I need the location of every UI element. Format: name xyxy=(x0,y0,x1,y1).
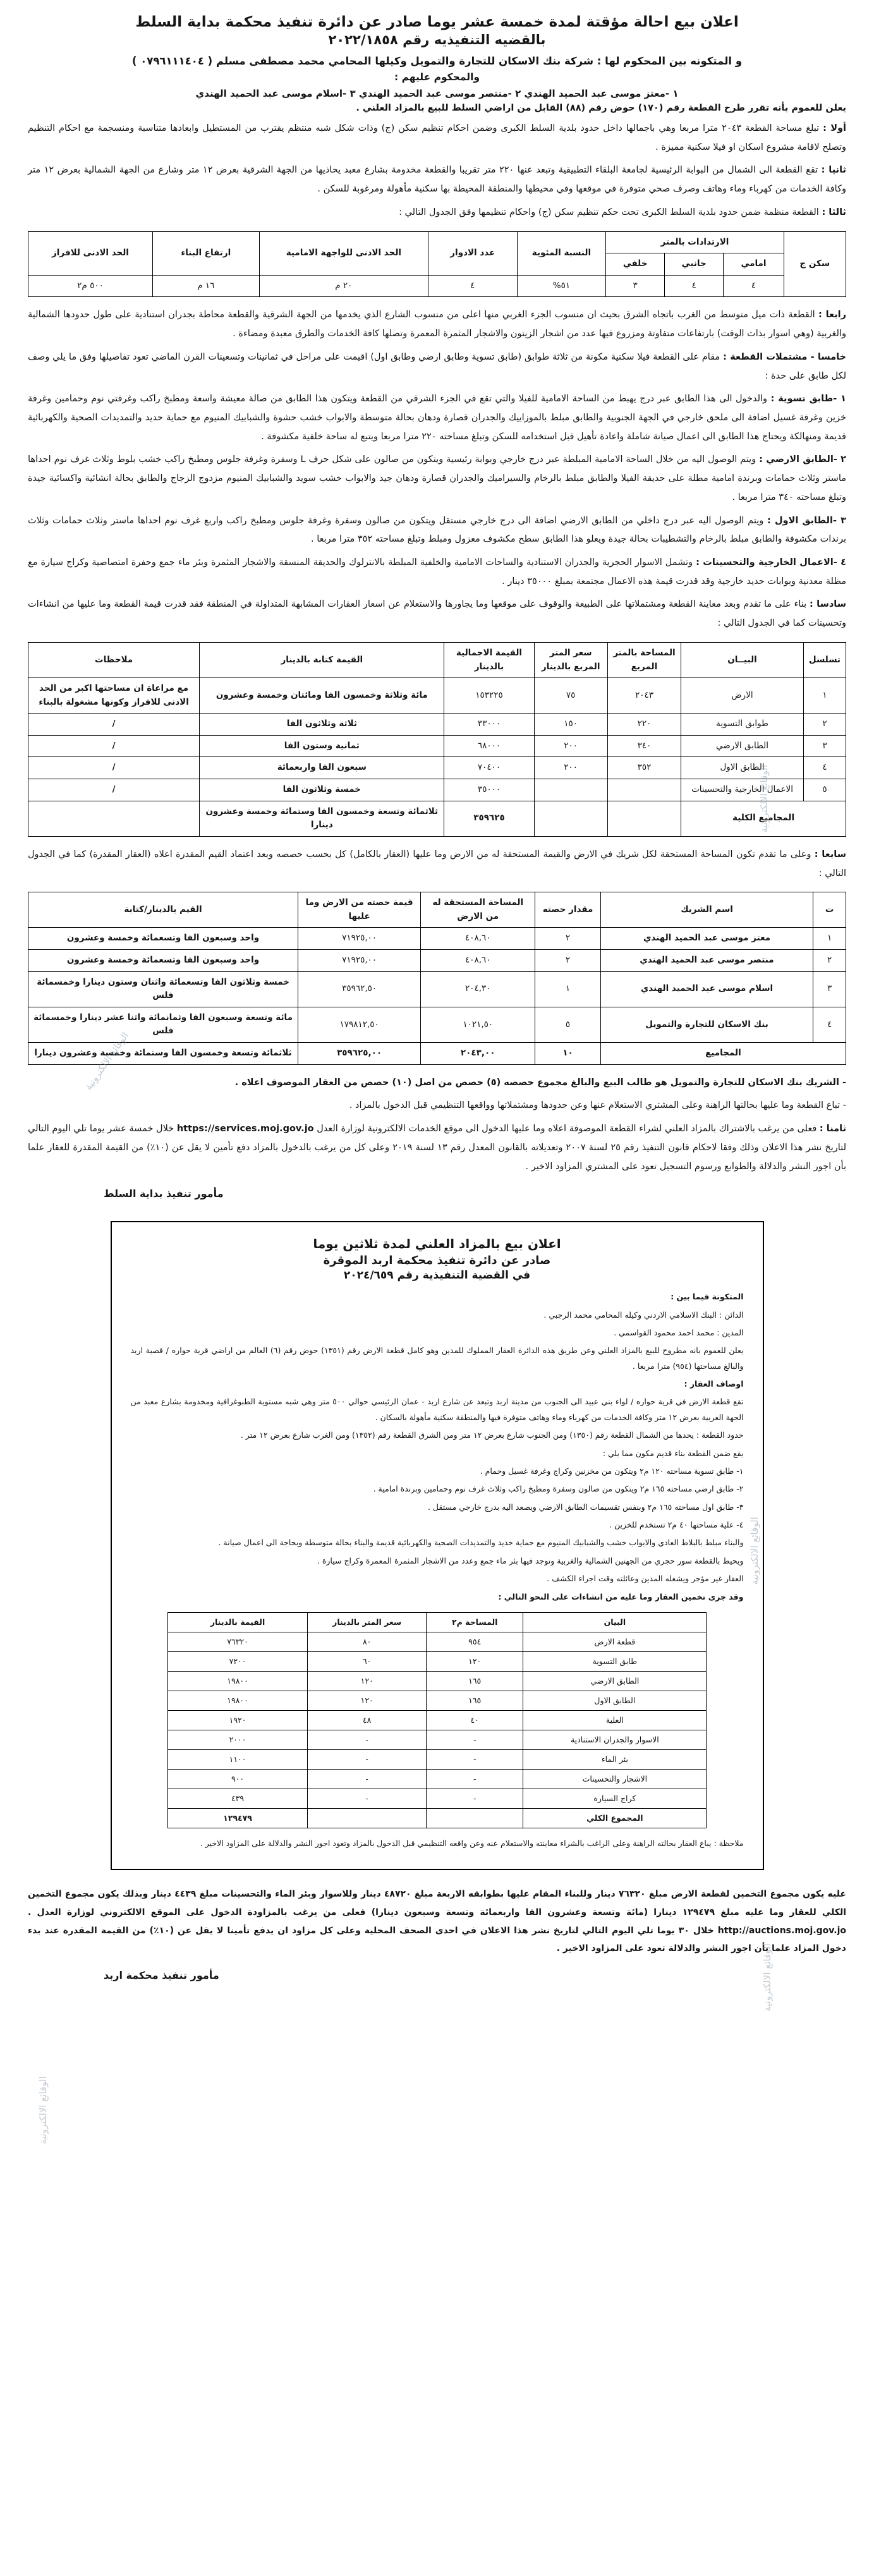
table-row xyxy=(28,275,846,297)
cell: ١٦ م xyxy=(152,275,259,297)
announcement-line: يعلن للعموم بانه مطروح للبيع بالمزاد العلني وعن طريق هذه الدائرة العقار المملوك للمدين وهو كامل قطعة الارض رقم (١٣٥١) حوض رقم (٦) العالم من اراضي قرية حواره / قصبة اربد والبالغ مساحتها (٩٥٤) مترا مربعا . xyxy=(130,1346,744,1371)
debtor-line: المدين : محمد احمد محمود القواسمي . xyxy=(614,1327,744,1337)
cell: ٤ xyxy=(813,1007,846,1042)
table-row xyxy=(28,757,846,779)
table-total-row xyxy=(167,1808,707,1828)
table-header-row xyxy=(28,642,846,677)
amount-in-words-cell: سبعون الفا واربعمائة xyxy=(200,757,444,779)
col-header: المساحة المستحقة له من الارض xyxy=(421,892,535,928)
table-header-row xyxy=(167,1612,707,1632)
amount-in-words-cell: واحد وسبعون الفا وتسعمائة وخمسة وعشرون xyxy=(28,950,298,972)
partner-name-cell: منتصر موسى عبد الحميد الهندي xyxy=(600,950,813,972)
cell xyxy=(308,1808,427,1828)
col-header: قيمة حصته من الارض وما عليها xyxy=(298,892,421,928)
valuation-intro: وقد جرى تخمين العقار وما عليه من انشاءات على النحو التالي : xyxy=(498,1591,744,1601)
footer-terms xyxy=(28,1885,846,1958)
cell: ٣٥٩٦٢,٥٠ xyxy=(298,971,421,1007)
cell: ٧٠٤٠٠ xyxy=(444,757,534,779)
cell: - xyxy=(308,1789,427,1808)
cell: ١٦٥ xyxy=(426,1671,523,1691)
col-header: عدد الادوار xyxy=(428,231,517,275)
cell: ٤ xyxy=(428,275,517,297)
watermark: الوقائع الالكترونية xyxy=(762,1943,774,2012)
cell: - xyxy=(308,1769,427,1789)
item-text: والدخول الى هذا الطابق عبر درج يهبط من الساحة الامامية للفيلا والتي تقع في الجزء الشرقي من القطعة ويتكون هذا الطابق من صالة معيشة واسعة ومطبخ راكب وغرفتي نوم وحمامين وغرفة خزين وغرفة غسيل اضافة الى ملحق خارجي في الجهة الجنوبية والطابق مبلط بالموزاييك والجدران قصارة ودهان بحالة متوسطة والابواب خشب حشوة والشبابيك المنيوم مع حماية حديد والتمديدات الصحية والكهربائية قديمة ومنهالكة ويحتاج هذا الطابق الى اعمال صيانة شاملة واعادة تأهيل قبل استخدامه للسكن وتبلغ مساحته ٢٢٠ مترا مربعا ويتبع له ساحة خلفية مكشوفة . xyxy=(28,394,846,442)
col-header: الحد الادنى للافراز xyxy=(28,231,153,275)
description-line: العقار غير مؤجر ويشغله المدين وعائلته وقت اجراء الكشف . xyxy=(547,1574,744,1584)
defendants-heading: والمحكوم عليهم : xyxy=(394,71,480,83)
zoning-regulations-table xyxy=(28,231,846,298)
item-text: ويتم الوصول اليه من خلال الساحة الامامية المبلطة عبر درج خارجي وبوابة رئيسية ويتكون من صالون على شكل حرف L وسفرة وغرفة جلوس ومطبخ راكب خشب بلوط وثلاث غرف نوم احداها ماستر وثلاث حمامات وبرندة امامية مطلة على حديقة الفيلا والطابق مبلط بالرخام والسيراميك والجدران قصارة ودهان جيد والابواب خشب سويد والشبابيك المنيوم مزدوج الزجاج والطابق بحالة انشائية واكسائية جيدة وتبلغ مساحته ٣٤٠ مترا مربعا . xyxy=(28,454,846,502)
cell: ٤ xyxy=(664,275,723,297)
cell: بئر الماء xyxy=(523,1749,707,1769)
item-label: ٢ -الطابق الارضي : xyxy=(759,454,846,465)
auction-notice-salt xyxy=(28,14,846,1200)
cell: ٤ xyxy=(803,757,846,779)
table-row xyxy=(28,928,846,950)
table-row xyxy=(28,714,846,736)
cell: ١ xyxy=(803,678,846,714)
paragraph-text: القطعة ذات ميل متوسط من الغرب باتجاه الشرق بحيث ان منسوب الجزء الغربي منها اعلى من منسوب الشارع الذي يخدمها من الجهة الشرقية والقطعة محاطة بجدران استنادية على طول حدودها الشمالية والغربية (وهي اسوار بذات الوقت) بارتفاعات متفاوتة ومزروع فيها عدد من اشجار الزيتون والاشجار المثمرة المعمرة وتصلها كافة الخدمات والطرق معبدة ومضاءة . xyxy=(28,310,846,339)
cell xyxy=(534,801,607,836)
cell: ٢٠٠٠ xyxy=(167,1730,308,1749)
description-line: ١- طابق تسوية مساحته ١٢٠ م٢ ويتكون من مخزنين وكراج وغرفة غسيل وحمام . xyxy=(480,1466,744,1476)
total-label-cell: المجاميع xyxy=(600,1043,846,1065)
cell: طابق التسوية xyxy=(523,1651,707,1671)
notes-cell: / xyxy=(28,714,200,736)
cell xyxy=(28,801,200,836)
cell: الطابق الاول xyxy=(523,1691,707,1710)
total-label-cell: المجموع الكلي xyxy=(523,1808,707,1828)
item-text: وتشمل الاسوار الحجرية والجدران الاستنادية والساحات الامامية والخلفية المبلطة بالانترلوك والحديقة المنسقة والاشجار المثمرة وبئر ماء جمع وحفرة امتصاصية وكراج سيارة مع مظلة معدنية وبوابات حديد خارجية وقد قدرت قيمة هذه الاعمال مجتمعة بمبلغ ٣٥٠٠٠ دينار . xyxy=(28,557,846,586)
cell: ٦٠ xyxy=(308,1651,427,1671)
col-header: ارتفاع البناء xyxy=(152,231,259,275)
col-header: ملاحظات xyxy=(28,642,200,677)
cell: - xyxy=(308,1749,427,1769)
table-row xyxy=(167,1730,707,1749)
paragraph-sixth xyxy=(28,595,846,633)
partners-shares-table xyxy=(28,892,846,1064)
cell: ١٠ xyxy=(535,1043,601,1065)
description-line: حدود القطعة : يحدها من الشمال القطعة رقم (١٣٥٠) ومن الجنوب شارع بعرض ١٢ متر ومن الشرق القطعة رقم (١٣٥٢) ومن الغرب شارع بعرض ١٢ متر . xyxy=(240,1430,744,1440)
cell: العلية xyxy=(523,1710,707,1730)
paragraph-label: خامسا - مشتملات القطعة : xyxy=(723,351,846,362)
cell: ١٧٩٨١٢,٥٠ xyxy=(298,1007,421,1042)
col-header: المساحة بالمتر المربع xyxy=(607,642,681,677)
cell: ٤٠٨,٦٠ xyxy=(421,950,535,972)
cell: الاسوار والجدران الاستنادية xyxy=(523,1730,707,1749)
col-header: القيمة بالدينار xyxy=(167,1612,308,1632)
amount-in-words-cell: ثلاثة وثلاثون الفا xyxy=(200,714,444,736)
cell xyxy=(534,779,607,801)
table-row xyxy=(28,971,846,1007)
cell: ٤٠ xyxy=(426,1710,523,1730)
col-header: البيان xyxy=(523,1612,707,1632)
table-total-row xyxy=(28,1043,846,1065)
notes-cell: / xyxy=(28,757,200,779)
paragraph-eighth xyxy=(28,1120,846,1176)
closing-note: - الشريك بنك الاسكان للتجارة والتمويل هو طالب البيع والبالغ مجموع حصصه (٥) حصص من اصل (١٠) حصص من العقار الموصوف اعلاه . xyxy=(234,1077,846,1088)
paragraph-text: القطعة منظمة ضمن حدود بلدية السلط الكبرى تحت حكم تنظيم سكن (ج) واحكام تنظيمها وفق الجدول التالي : xyxy=(399,207,819,217)
cell: ٣٤٠ xyxy=(607,735,681,757)
amount-in-words-cell: ثمانية وستون الفا xyxy=(200,735,444,757)
item-label: ٤ -الاعمال الخارجية والتحسينات : xyxy=(696,557,847,568)
table-row xyxy=(167,1691,707,1710)
zoning-class-cell: سكن ج xyxy=(784,231,846,297)
partner-name-cell: بنك الاسكان للتجارة والتمويل xyxy=(600,1007,813,1042)
footer-text: خلال ٣٠ يوما تلي اليوم التالي لتاريخ نشر هذا الاعلان في احدى الصحف المحلية وعلى كل مزاود ان يدفع تأمينا لا يقل عن (١٠٪) من القيمة المقدرة عند بدء دخول المزاد علما بأن اجور النشر والدلالة تعود على المزاود الاخير . xyxy=(28,1925,846,1954)
cell xyxy=(426,1808,523,1828)
cell: ١ xyxy=(535,971,601,1007)
cell: ٢٠٠ xyxy=(534,757,607,779)
table-row xyxy=(28,779,846,801)
cell: ٢٠ م xyxy=(259,275,428,297)
cell: ٢٠٠ xyxy=(534,735,607,757)
cell: الطابق الاول xyxy=(681,757,804,779)
description-line: والبناء مبلط بالبلاط العادي والابواب خشب والشبابيك المنيوم مع حماية حديد والتمديدات الصحية والكهربائية قديمة والبناء بحالة متوسطة وبحاجة الى اعمال صيانة . xyxy=(218,1538,744,1548)
col-header: القيمة كتابة بالدينار xyxy=(200,642,444,677)
cell: ١٠٢١,٥٠ xyxy=(421,1007,535,1042)
table-row xyxy=(167,1749,707,1769)
cell: الاعمال الخارجية والتحسينات xyxy=(681,779,804,801)
col-header: سعر المتر بالدينار xyxy=(308,1612,427,1632)
cell: ٢٢٠ xyxy=(607,714,681,736)
paragraph-first xyxy=(28,119,846,157)
paragraph-label: ثامنا : xyxy=(819,1124,847,1134)
cell: ٤٠٨,٦٠ xyxy=(421,928,535,950)
description-line: ٢- طابق ارضي مساحته ١٦٥ م٢ ويتكون من صالون وسفرة ومطبخ راكب وثلاث غرف نوم وحمامين وبرندة امامية . xyxy=(373,1484,744,1494)
cell: ١٩٢٠ xyxy=(167,1710,308,1730)
cell: ١ xyxy=(813,928,846,950)
signature-irbid-officer: مأمور تنفيذ محكمة اربد xyxy=(104,1969,219,1982)
paragraph-label: ثانيا : xyxy=(821,165,847,176)
paragraph-seventh xyxy=(28,846,846,883)
cell: ٣٥٠٠٠ xyxy=(444,779,534,801)
cell: ٩٠٠ xyxy=(167,1769,308,1789)
amount-in-words-cell: واحد وسبعون الفا وتسعمائة وخمسة وعشرون xyxy=(28,928,298,950)
paragraph-label: رابعا : xyxy=(818,310,847,320)
case-number: بالقضيه التنفيذيه رقم ٢٠٢٢/١٨٥٨ xyxy=(328,32,546,47)
cell: ٢٠٤٣ xyxy=(607,678,681,714)
floor-item-basement xyxy=(28,390,846,446)
amount-in-words-cell: مائة وتسعة وسبعون الفا وثمانمائة واثنا عشر دينارا وخمسمائة فلس xyxy=(28,1007,298,1042)
total-value-cell: ٣٥٩٦٢٥ xyxy=(444,801,534,836)
paragraph-fifth xyxy=(28,348,846,386)
cell: ٥٠٠ م٢ xyxy=(28,275,153,297)
property-valuation-table xyxy=(28,642,846,837)
cell: قطعة الارض xyxy=(523,1632,707,1651)
closing-note: - تباع القطعة وما عليها بحالتها الراهنة وعلى المشتري الاستعلام عنها وعن حدودها ومشتملاتها وواقعها التنظيمي قبل الدخول بالمزاد . xyxy=(349,1100,846,1111)
description-line: يقع ضمن القطعة بناء قديم مكون مما يلي : xyxy=(602,1448,744,1458)
total-words-cell: ثلاثمائة وتسعة وخمسون الفا وستمائة وخمسة وعشرون دينارا xyxy=(28,1043,298,1065)
cell: ٣ xyxy=(803,735,846,757)
cell xyxy=(607,779,681,801)
irbid-valuation-table xyxy=(167,1612,707,1828)
cell: ١١٠٠ xyxy=(167,1749,308,1769)
table-row xyxy=(28,231,846,253)
amount-in-words-cell: مائة وثلاثة وخمسون الفا ومائتان وخمسة وعشرون xyxy=(200,678,444,714)
cell: ١٥٠ xyxy=(534,714,607,736)
description-line: ٣- طابق اول مساحته ١٦٥ م٢ وبنفس تقسيمات الطابق الارضي ويصعد اليه بدرج خارجي مستقل . xyxy=(427,1502,744,1512)
table-header-row xyxy=(28,892,846,928)
signature-salt-officer: مأمور تنفيذ بداية السلط xyxy=(104,1188,224,1200)
item-label: ٣ -الطابق الاول : xyxy=(767,515,847,526)
cell: ١٢٠ xyxy=(308,1691,427,1710)
item-text: ويتم الوصول اليه عبر درج داخلي من الطابق الارضي اضافة الى درج خارجي مستقل ويتكون من صالون وسفرة وغرفة جلوس ومطبخ راكب واربع غرف نوم احداها ماستر وثلاث حمامات وثلاث برندات مكشوفة والطابق مبلط بالرخام والتشطيبات بحالة جيدة ويعلو هذا الطابق سطح مكشوف معزول ومبلط وتبلغ مساحته ٣٥٢ مترا مربعا . xyxy=(28,515,846,545)
col-header: المساحة م٢ xyxy=(426,1612,523,1632)
col-header: مقدار حصته xyxy=(535,892,601,928)
paragraph-fourth xyxy=(28,306,846,343)
cell: ١٥٣٢٢٥ xyxy=(444,678,534,714)
cell: ٢ xyxy=(535,928,601,950)
announcement-line: يعلن للعموم بأنه تقرر طرح القطعة رقم (١٧٠) حوض رقم (٨٨) القابل من اراضي السلط للبيع بالمزاد العلني . xyxy=(356,103,846,114)
paragraph-second xyxy=(28,161,846,198)
notes-cell: / xyxy=(28,735,200,757)
auctions-moj-url: http://auctions.moj.gov.jo xyxy=(717,1925,847,1936)
table-row xyxy=(28,1007,846,1042)
cell: الارض xyxy=(681,678,804,714)
amount-in-words-cell: خمسة وثلاثون الفا xyxy=(200,779,444,801)
total-words-cell: ثلاثمائة وتسعة وخمسون الفا وستمائة وخمسة وعشرون دينارا xyxy=(200,801,444,836)
cell: ٣٣٠٠٠ xyxy=(444,714,534,736)
cell: ٢ xyxy=(803,714,846,736)
table-row xyxy=(167,1671,707,1691)
cell: ٧١٩٢٥,٠٠ xyxy=(298,928,421,950)
creditor-line: الدائن : البنك الاسلامي الاردني وكيله المحامي محمد الرجبي . xyxy=(543,1309,744,1320)
notice2-note: ملاحظة : يباع العقار بحالته الراهنة وعلى الراغب بالشراء معاينته والاستعلام عنه وعن واقعه التنظيمي قبل الدخول بالمزاد وتعود اجور النشر والدلالة على المزاود الاخير . xyxy=(200,1838,744,1848)
cell: - xyxy=(426,1769,523,1789)
description-heading: اوصاف العقار : xyxy=(684,1379,744,1389)
cell: ٧٦٣٢٠ xyxy=(167,1632,308,1651)
notice2-title: اعلان بيع بالمزاد العلني لمدة ثلاثين يوما xyxy=(313,1236,561,1252)
cell: طوابق التسوية xyxy=(681,714,804,736)
paragraph-label: أولا : xyxy=(823,123,846,134)
total-value-cell: ١٢٩٤٧٩ xyxy=(167,1808,308,1828)
watermark: الوقائع الالكترونية xyxy=(749,1517,761,1585)
col-header: سعر المتر المربع بالدينار xyxy=(534,642,607,677)
cell: ٧٢٠٠ xyxy=(167,1651,308,1671)
parties-line: و المتكونه بين المحكوم لها : شركة بنك الاسكان للتجارة والتمويل وكيلها المحامي محمد مصطفى مسلم ( ٠٧٩٦١١١٤٠٤ ) xyxy=(131,55,743,67)
cell: - xyxy=(426,1789,523,1808)
partner-name-cell: معتز موسى عبد الحميد الهندي xyxy=(600,928,813,950)
cell xyxy=(607,801,681,836)
services-moj-url: https://services.moj.gov.jo xyxy=(176,1124,314,1134)
paragraph-label: ثالثا : xyxy=(822,207,846,217)
col-header: البيــان xyxy=(681,642,804,677)
col-header: الارتدادات بالمتر xyxy=(606,231,784,253)
cell: ٥ xyxy=(803,779,846,801)
cell: ٣٥٩٦٢٥,٠٠ xyxy=(298,1043,421,1065)
cell: ٢ xyxy=(535,950,601,972)
table-row xyxy=(167,1632,707,1651)
cell: ٣٥٢ xyxy=(607,757,681,779)
partner-name-cell: اسلام موسى عبد الحميد الهندي xyxy=(600,971,813,1007)
notice2-subtitle: صادر عن دائرة تنفيذ محكمة اربد الموقرة xyxy=(323,1254,551,1268)
watermark: الوقائع الالكترونية xyxy=(37,2076,49,2144)
table-row xyxy=(28,950,846,972)
cell: الطابق الارضي xyxy=(681,735,804,757)
cell: - xyxy=(426,1730,523,1749)
paragraph-third xyxy=(28,204,846,222)
col-header: القيم بالدينار/كتابة xyxy=(28,892,298,928)
cell: ٣ xyxy=(813,971,846,1007)
col-header: النسبة المئوية xyxy=(517,231,606,275)
cell: ٥١% xyxy=(517,275,606,297)
cell: ٥ xyxy=(535,1007,601,1042)
description-line: ٤- علية مساحتها ٤٠ م٢ تستخدم للخزين . xyxy=(609,1520,744,1530)
notice-title: اعلان بيع احالة مؤقتة لمدة خمسة عشر يوما صادر عن دائرة تنفيذ محكمة بداية السلط xyxy=(135,14,739,30)
cell: ٩٥٤ xyxy=(426,1632,523,1651)
col-header: امامي xyxy=(724,253,784,276)
cell: ١٢٠ xyxy=(426,1651,523,1671)
cell: ٤ xyxy=(724,275,784,297)
col-header: ت xyxy=(813,892,846,928)
table-row xyxy=(167,1769,707,1789)
table-row xyxy=(167,1651,707,1671)
paragraph-text: تبلغ مساحة القطعة ٢٠٤٣ مترا مربعا وهي باجمالها داخل حدود بلدية السلط الكبرى وضمن احكام تنظيم سكن (ج) وذات شكل شبه منتظم يقترب من المستطيل وابعادها متناسبة ومنسجمة مع احكام التنظيم وتصلح لاقامة مشروع اسكان او فيلا سكنية مميزة . xyxy=(28,123,846,152)
floor-item-ground xyxy=(28,451,846,507)
notice2-case-number: في القضية التنفيذية رقم ٢٠٢٤/٦٥٩ xyxy=(343,1269,531,1282)
parties-intro: المتكونة فيما بين : xyxy=(671,1292,744,1302)
paragraph-text: تقع القطعة الى الشمال من البوابة الرئيسية لجامعة البلقاء التطبيقية وتبعد عنها ٢٢٠ متر تقريبا والقطعة مخدومة بشارع معبد يحاذيها من الجهة الشرقية بعرض ١٢ متر وشارع من الجهة الشمالية بعرض ١٢ متر وكافة الخدمات من كهرباء وماء وهاتف وصرف صحي متوفرة في موقعها وفي محيطها والمنطقة المحيطة بها سكنية مأهولة ومرغوبة للسكن . xyxy=(28,165,846,195)
cell: ١٢٠ xyxy=(308,1671,427,1691)
cell: ٦٨٠٠٠ xyxy=(444,735,534,757)
paragraph-text: فعلى من يرغب بالاشتراك بالمزاد العلني لشراء القطعة الموصوفة اعلاه وما عليها الدخول الى موقع الخدمات الالكترونية لوزارة العدل xyxy=(317,1124,817,1134)
paragraph-text: خلال خمسة عشر يوما تلي اليوم التالي لتاريخ نشر هذا الاعلان وذلك وفقا لاحكام قانون التنفيذ رقم ٢٥ لسنة ٢٠٠٧ وتعديلاته بالقانون المعدل رقم ١٣ لسنة ٢٠١٩ وعلى كل من يرغب بالدخول بالمزاد دفع تأمين لا يقل عن (١٠٪) من القيمة المقدرة للعقار علما بأن اجور النشر والدلالة والطوابع ورسوم التسجيل تعود على المشتري المزاود الاخير . xyxy=(28,1124,846,1172)
cell: - xyxy=(308,1730,427,1749)
notes-cell: مع مراعاة ان مساحتها اكبر من الحد الادنى للافراز وكونها مشغولة بالبناء xyxy=(28,678,200,714)
footer-text: عليه يكون مجموع التخمين لقطعة الارض مبلغ ٧٦٣٢٠ دينار وللبناء المقام عليها بطوابقه الاربعة مبلغ ٤٨٧٢٠ دينار وللاسوار وبئر الماء والتحسينات مبلغ ٤٤٣٩ دينار وبذلك يكون مجموع التخمين الكلي للعقار وما عليه مبلغ ١٢٩٤٧٩ دينارا (مائة وتسعة وعشرون الفا واربعمائة وتسعة وسبعون دينارا) فعلى من يرغب بالمزاودة الدخول على الموقع الالكتروني لوزارة العدل . xyxy=(28,1889,847,1918)
cell: - xyxy=(426,1749,523,1769)
cell: ٤٣٩ xyxy=(167,1789,308,1808)
cell: الاشجار والتحسينات xyxy=(523,1769,707,1789)
auction-notice-irbid xyxy=(111,1221,764,1870)
paragraph-text: مقام على القطعة فيلا سكنية مكونة من ثلاثة طوابق (طابق تسوية وطابق ارضي وطابق اول) اقيمت على مراحل في ثمانينات وتسعينات القرن الماضي تعود تفاصيلها وفق ما يلي وصف لكل طابق على حدة : xyxy=(28,351,846,381)
cell: ١٩٨٠٠ xyxy=(167,1671,308,1691)
cell: ٤٨ xyxy=(308,1710,427,1730)
watermark: الوقائع الالكترونية xyxy=(758,765,770,833)
table-row xyxy=(167,1710,707,1730)
cell: ٢٠٤٣,٠٠ xyxy=(421,1043,535,1065)
description-line: ويحيط بالقطعة سور حجري من الجهتين الشمالية والغربية وتوجد فيها بئر ماء جمع وعدد من الاشجار المثمرة المعمرة وكراج سيارة . xyxy=(317,1555,744,1565)
watermark: الوقائع الالكترونية xyxy=(82,1030,131,1093)
paragraph-label: سادسا : xyxy=(810,599,847,610)
notes-cell: / xyxy=(28,779,200,801)
defendants-line: ١ -معتز موسى عبد الحميد الهندي ٢ -منتصر موسى عبد الحميد الهندي ٣ -اسلام موسى عبد الحميد الهندي xyxy=(195,88,679,100)
paragraph-text: بناء على ما تقدم وبعد معاينة القطعة ومشتملاتها على الطبيعة والوقوف على موقعها وما يجاورها والاستعلام عن اسعار العقارات المشابهة المتداولة في المنطقة فقد قدرت قيمة القطعة وما عليها من انشاءات وتحسينات كما في الجدول التالي : xyxy=(28,599,846,629)
cell: ٨٠ xyxy=(308,1632,427,1651)
description-line: تقع قطعة الارض في قرية حواره / لواء بني عبيد الى الجنوب من مدينة اربد وتبعد عن شارع اربد - عمان الرئيسي حوالي ٥٠٠ متر وهي شبه مستوية الطبوغرافية ومخدومة بشارع معبد من الجهة الغربية بعرض ١٢ متر وكافة الخدمات من كهرباء وماء وهاتف متوفرة فيها والمنطقة سكنية مأهولة بالسكان . xyxy=(130,1397,744,1422)
col-header: اسم الشريك xyxy=(600,892,813,928)
floor-item-first xyxy=(28,512,846,549)
table-row xyxy=(28,678,846,714)
cell: كراج السيارة xyxy=(523,1789,707,1808)
table-row xyxy=(167,1789,707,1808)
col-header: خلفي xyxy=(606,253,665,276)
col-header: الحد الادنى للواجهة الامامية xyxy=(259,231,428,275)
cell: ٧٥ xyxy=(534,678,607,714)
amount-in-words-cell: خمسة وثلاثون الفا وتسعمائة واثنان وستون دينارا وخمسمائة فلس xyxy=(28,971,298,1007)
total-label-cell: المجاميع الكلية xyxy=(681,801,846,836)
cell: ٢ xyxy=(813,950,846,972)
cell: الطابق الارضي xyxy=(523,1671,707,1691)
cell: ٣ xyxy=(606,275,665,297)
col-header: تسلسل xyxy=(803,642,846,677)
cell: ١٦٥ xyxy=(426,1691,523,1710)
paragraph-label: سابعا : xyxy=(814,849,847,860)
paragraph-text: وعلى ما تقدم تكون المساحة المستحقة لكل شريك في الارض والقيمة المستحقة له من الارض وما عليها (العقار بالكامل) كل بحسب حصصه وبعد اعتماد القيم المقدرة اعلاه (العقار المقدرة) كما في الجدول التالي : xyxy=(28,849,846,878)
item-label: ١ -طابق تسوية : xyxy=(770,394,846,404)
cell: ٧١٩٢٥,٠٠ xyxy=(298,950,421,972)
col-header: جانبي xyxy=(664,253,723,276)
cell: ١٩٨٠٠ xyxy=(167,1691,308,1710)
item-external-works xyxy=(28,554,846,591)
table-total-row xyxy=(28,801,846,836)
col-header: القيمة الاجمالية بالدينار xyxy=(444,642,534,677)
table-row xyxy=(28,735,846,757)
cell: ٢٠٤,٣٠ xyxy=(421,971,535,1007)
